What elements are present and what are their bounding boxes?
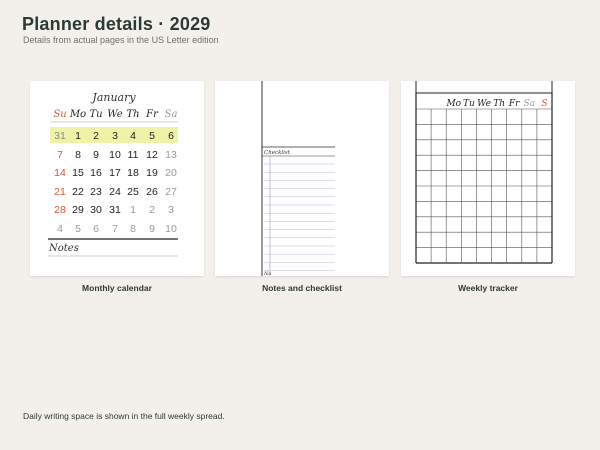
weekly-tracker-caption: Weekly tracker — [458, 283, 518, 293]
calendar-day: 8 — [130, 223, 136, 235]
calendar-day: 9 — [149, 223, 155, 235]
notes-checklist-card[interactable] — [215, 81, 389, 276]
weekday-we: We — [107, 109, 123, 120]
calendar-day: 15 — [72, 167, 84, 179]
calendar-day: 14 — [54, 167, 66, 179]
weekday-fr: Fr — [146, 109, 158, 120]
page-subtitle: Details from actual pages in the US Letter edition — [23, 35, 219, 45]
month-label: January — [92, 91, 136, 104]
calendar-day: 27 — [165, 186, 177, 198]
calendar-day: 18 — [127, 167, 139, 179]
calendar-day: 24 — [109, 186, 121, 198]
calendar-day: 11 — [127, 149, 139, 161]
weekday-su: Su — [53, 109, 67, 120]
tracker-weekday-we: We — [477, 99, 491, 109]
checklist-label: Checklist — [264, 150, 290, 156]
calendar-day: 7 — [57, 149, 63, 161]
weekday-mo: Mo — [69, 109, 87, 120]
calendar-day: 10 — [109, 149, 121, 161]
calendar-day: 5 — [149, 130, 155, 142]
tracker-weekday-fr: Fr — [508, 99, 520, 109]
calendar-day: 20 — [165, 167, 177, 179]
calendar-day: 17 — [109, 167, 121, 179]
calendar-day: 31 — [109, 204, 121, 216]
calendar-day: 8 — [75, 149, 81, 161]
bottom-label: No — [264, 271, 272, 276]
calendar-day: 19 — [146, 167, 158, 179]
monthly-calendar-preview — [30, 81, 204, 276]
calendar-day: 30 — [90, 204, 102, 216]
calendar-day: 3 — [112, 130, 118, 142]
calendar-day: 16 — [90, 167, 102, 179]
page-title: Planner details · 2029 — [22, 14, 211, 34]
calendar-day: 6 — [93, 223, 99, 235]
calendar-day: 10 — [165, 223, 177, 235]
calendar-day: 7 — [112, 223, 118, 235]
footer-note: Daily writing space is shown in the full weekly spread. — [23, 411, 225, 421]
calendar-day: 1 — [130, 204, 136, 216]
weekday-th: Th — [126, 109, 140, 120]
calendar-day: 1 — [75, 130, 81, 142]
calendar-day: 5 — [75, 223, 81, 235]
calendar-day: 4 — [130, 130, 136, 142]
calendar-day: 21 — [54, 186, 66, 198]
tracker-weekday-th: Th — [493, 99, 506, 109]
weekly-tracker-preview — [401, 81, 575, 276]
weekday-sa: Sa — [164, 109, 178, 120]
calendar-day: 2 — [93, 130, 99, 142]
calendar-day: 12 — [146, 149, 158, 161]
calendar-day: 3 — [168, 204, 174, 216]
calendar-day: 2 — [149, 204, 155, 216]
calendar-day: 22 — [72, 186, 84, 198]
notes-checklist-preview — [215, 81, 389, 276]
calendar-day: 26 — [146, 186, 158, 198]
calendar-day: 4 — [57, 223, 63, 235]
calendar-day: 13 — [165, 149, 177, 161]
calendar-day: 6 — [168, 130, 174, 142]
notes-label: Notes — [49, 243, 79, 254]
tracker-weekday-s: S — [541, 99, 548, 109]
monthly-calendar-card[interactable] — [30, 81, 204, 276]
tracker-weekday-tu: Tu — [462, 99, 475, 109]
calendar-day: 9 — [93, 149, 99, 161]
weekly-tracker-card[interactable] — [401, 81, 575, 276]
calendar-day: 23 — [90, 186, 102, 198]
notes-checklist-caption: Notes and checklist — [262, 283, 342, 293]
calendar-day: 28 — [54, 204, 66, 216]
calendar-day: 25 — [127, 186, 139, 198]
tracker-weekday-mo: Mo — [446, 99, 462, 109]
weekday-tu: Tu — [89, 109, 103, 120]
calendar-day: 31 — [54, 130, 66, 142]
monthly-calendar-caption: Monthly calendar — [82, 283, 152, 293]
calendar-day: 29 — [72, 204, 84, 216]
tracker-weekday-sa: Sa — [523, 99, 536, 109]
